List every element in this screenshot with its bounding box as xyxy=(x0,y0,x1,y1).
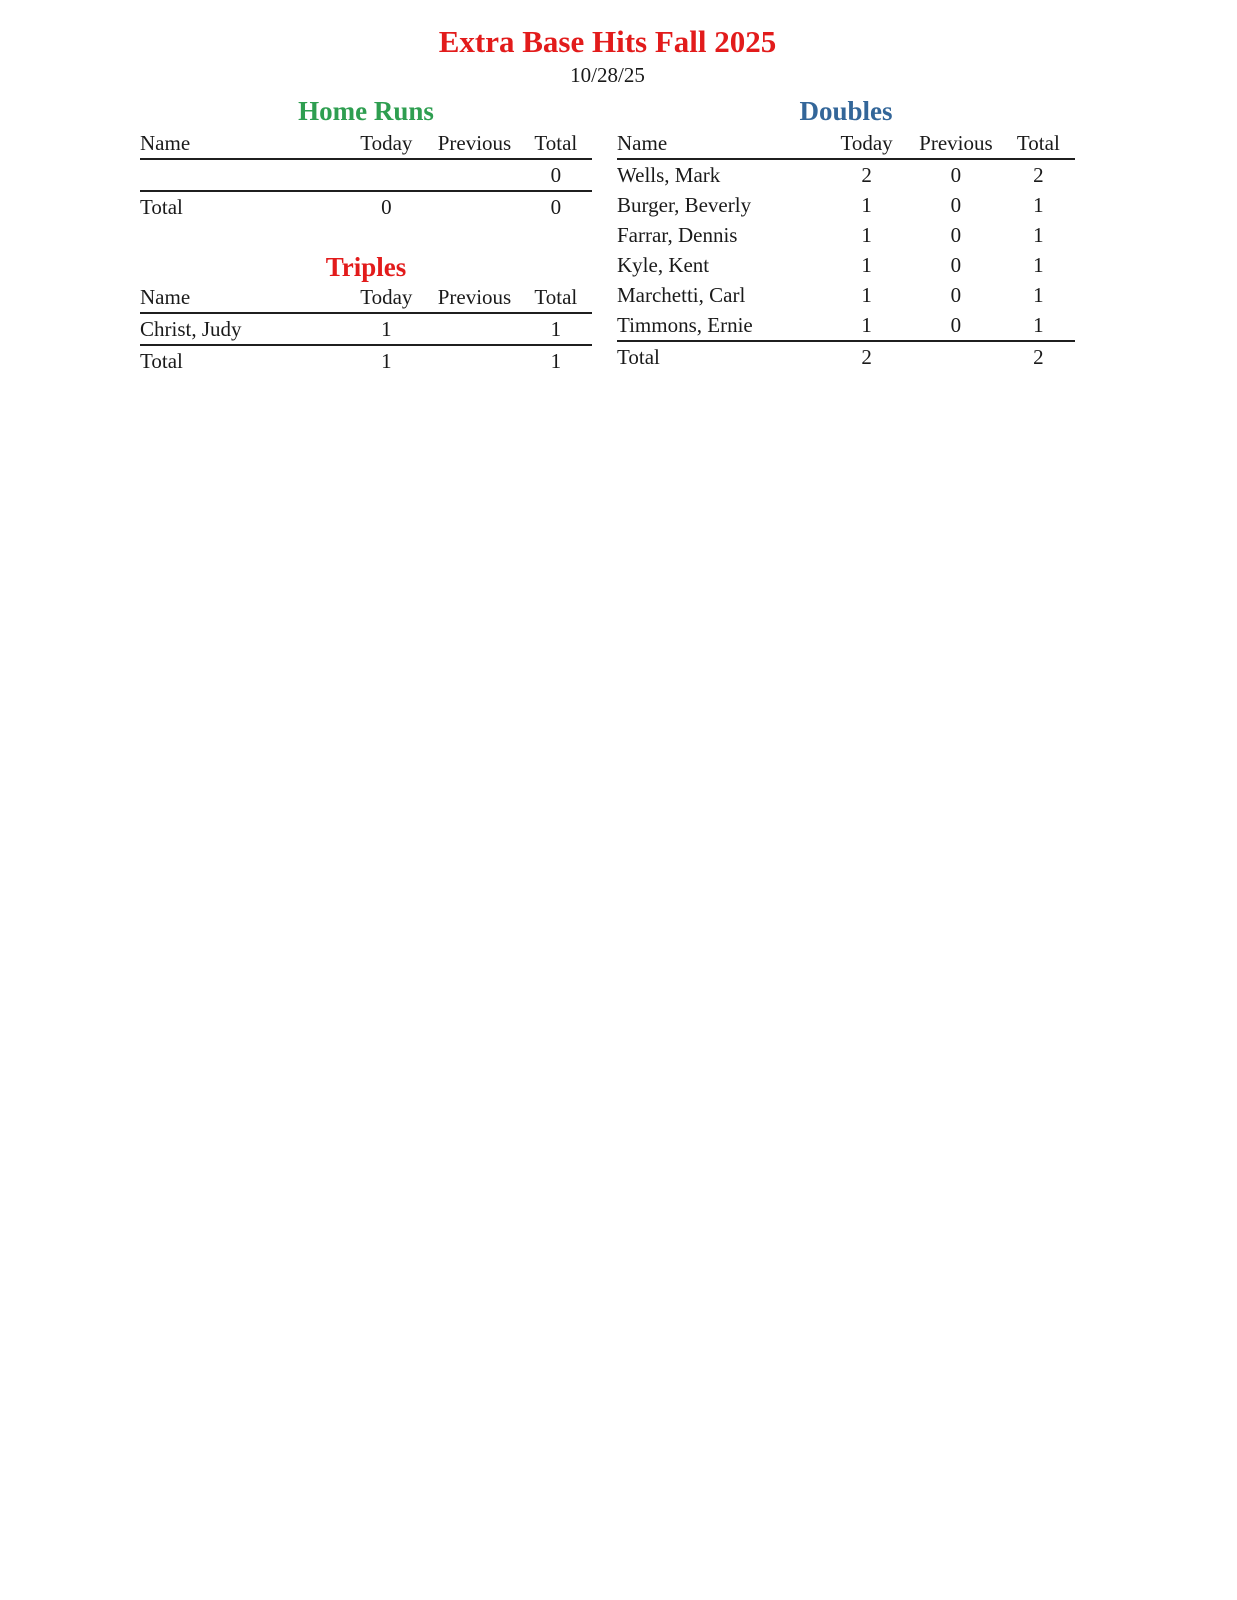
cell-today: 0 xyxy=(381,195,392,219)
column-header-previous: Previous xyxy=(919,131,993,155)
cell-total: 1 xyxy=(1033,283,1044,307)
total-label: Total xyxy=(140,195,183,219)
total-row xyxy=(617,341,1075,372)
page-title: Extra Base Hits Fall 2025 xyxy=(438,24,777,59)
column-header-name: Name xyxy=(140,285,191,309)
cell-previous xyxy=(429,191,519,222)
column-header-previous: Previous xyxy=(437,131,512,155)
cell-name: Kyle, Kent xyxy=(617,253,710,277)
cell-total: 1 xyxy=(1033,253,1044,277)
column-header-today: Today xyxy=(360,131,413,155)
total-row xyxy=(140,345,592,376)
section-heading-doubles: Doubles xyxy=(799,96,893,126)
section-heading-triples: Triples xyxy=(325,252,407,282)
cell-previous: 0 xyxy=(950,163,962,187)
cell-name: Farrar, Dennis xyxy=(617,223,738,247)
table-row xyxy=(617,280,1075,310)
cell-previous: 0 xyxy=(950,313,962,337)
column-header-total: Total xyxy=(534,131,578,155)
cell-name xyxy=(140,159,343,191)
cell-name: Christ, Judy xyxy=(140,317,242,341)
cell-today: 1 xyxy=(861,193,872,217)
cell-previous: 0 xyxy=(950,193,962,217)
column-header-total: Total xyxy=(534,285,578,309)
cell-total: 1 xyxy=(550,317,562,341)
home-runs-header-row xyxy=(140,128,592,159)
cell-previous: 0 xyxy=(950,253,962,277)
table-row xyxy=(617,310,1075,341)
column-header-total: Total xyxy=(1016,131,1060,155)
total-label: Total xyxy=(140,349,183,373)
cell-today: 2 xyxy=(861,345,872,369)
cell-previous: 0 xyxy=(950,283,962,307)
triples-header-row xyxy=(140,282,592,313)
table-row xyxy=(140,159,592,191)
cell-today: 1 xyxy=(861,223,872,247)
cell-name: Marchetti, Carl xyxy=(617,283,746,307)
table-row xyxy=(617,220,1075,250)
cell-previous xyxy=(429,159,519,191)
cell-total: 2 xyxy=(1033,345,1044,369)
cell-previous xyxy=(429,313,519,345)
cell-total: 1 xyxy=(550,349,562,373)
cell-total: 0 xyxy=(550,195,562,219)
column-header-today: Today xyxy=(840,131,893,155)
column-header-previous: Previous xyxy=(437,285,512,309)
total-label: Total xyxy=(617,345,660,369)
cell-total: 0 xyxy=(550,163,562,187)
table-row xyxy=(617,159,1075,190)
cell-name: Wells, Mark xyxy=(617,163,721,187)
cell-name: Burger, Beverly xyxy=(617,193,752,217)
cell-previous xyxy=(910,341,1002,372)
report-date: 10/28/25 xyxy=(570,63,645,87)
cell-today: 1 xyxy=(861,283,872,307)
doubles-table xyxy=(617,128,1075,372)
two-column-layout xyxy=(140,94,1075,376)
cell-today: 1 xyxy=(861,253,872,277)
cell-today: 1 xyxy=(381,349,392,373)
triples-table xyxy=(140,282,592,376)
table-row xyxy=(617,250,1075,280)
cell-today: 1 xyxy=(381,317,392,341)
section-heading-home-runs: Home Runs xyxy=(298,96,434,126)
cell-today xyxy=(343,159,429,191)
cell-today: 1 xyxy=(861,313,872,337)
cell-total: 1 xyxy=(1033,193,1044,217)
cell-total: 1 xyxy=(1033,223,1044,247)
report-page xyxy=(0,0,1075,376)
cell-total: 2 xyxy=(1033,163,1044,187)
cell-previous xyxy=(429,345,519,376)
doubles-header-row xyxy=(617,128,1075,159)
cell-total: 1 xyxy=(1033,313,1044,337)
cell-name: Timmons, Ernie xyxy=(617,313,753,337)
cell-today: 2 xyxy=(861,163,872,187)
section-gap xyxy=(140,222,592,252)
column-header-name: Name xyxy=(140,131,191,155)
total-row xyxy=(140,191,592,222)
cell-previous: 0 xyxy=(950,223,962,247)
right-column xyxy=(617,94,1075,376)
table-row xyxy=(617,190,1075,220)
column-header-name: Name xyxy=(617,131,668,155)
home-runs-table xyxy=(140,128,592,222)
column-header-today: Today xyxy=(360,285,413,309)
report-content xyxy=(140,22,1075,376)
table-row xyxy=(140,313,592,345)
left-column xyxy=(140,94,592,376)
